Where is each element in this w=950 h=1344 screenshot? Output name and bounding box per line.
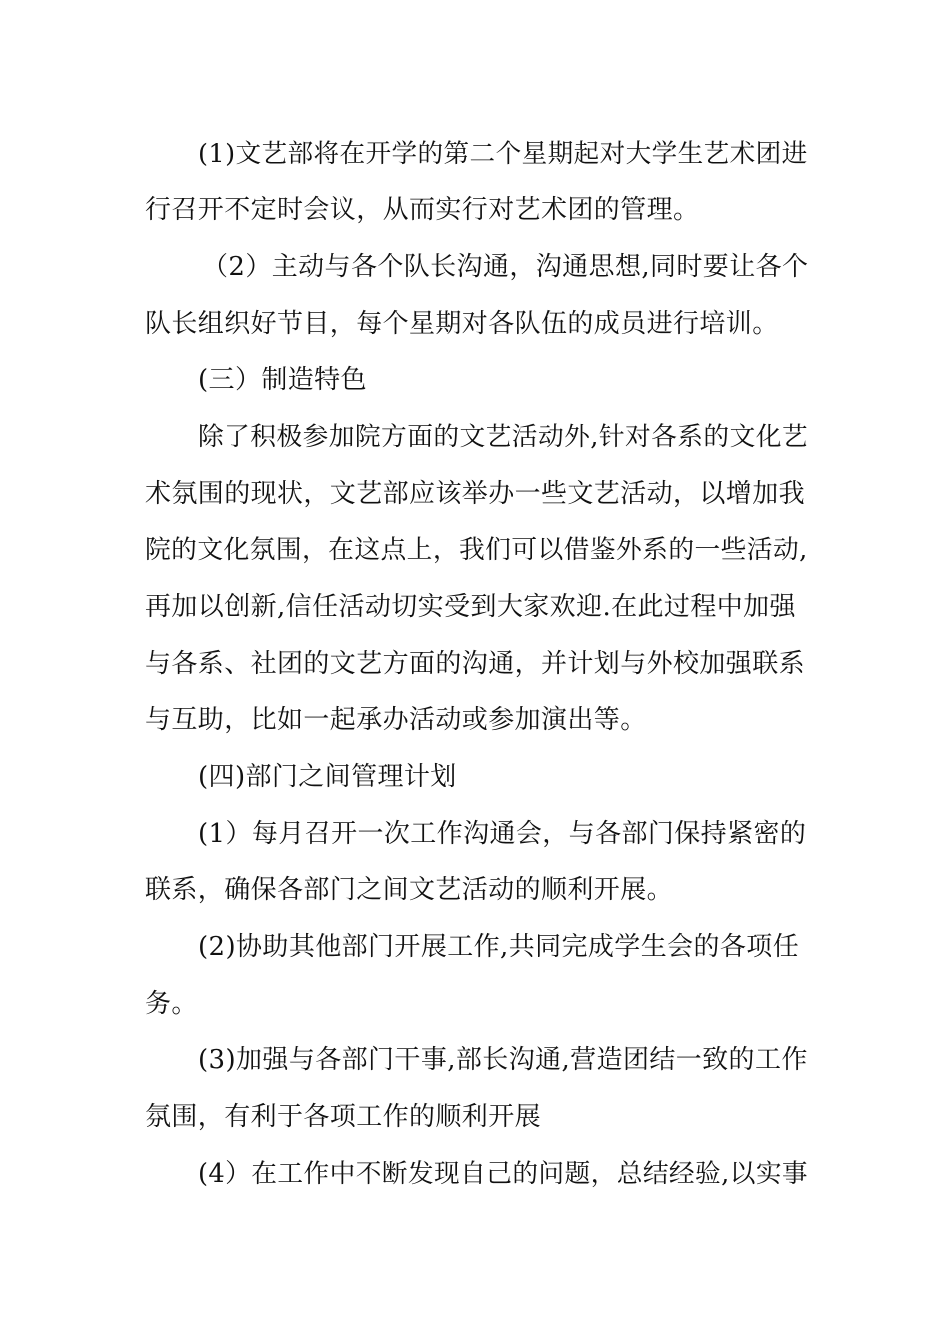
section-heading: (三）制造特色 (198, 365, 367, 395)
section-heading: (四)部门之间管理计划 (198, 762, 457, 792)
paragraph-line: 氛围，有利于各项工作的顺利开展 (145, 1102, 542, 1132)
paragraph-line: （2）主动与各个队长沟通，沟通思想,同时要让各个 (202, 252, 809, 282)
paragraph-line: (3)加强与各部门干事,部长沟通,营造团结一致的工作 (198, 1045, 808, 1075)
paragraph-line: (2)协助其他部门开展工作,共同完成学生会的各项任 (198, 932, 800, 962)
paragraph-line: 与各系、社团的文艺方面的沟通，并计划与外校加强联系 (145, 649, 806, 679)
paragraph-line: (1）每月召开一次工作沟通会，与各部门保持紧密的 (198, 819, 807, 849)
paragraph-line: 务。 (145, 989, 198, 1019)
paragraph-line: 行召开不定时会议，从而实行对艺术团的管理。 (145, 195, 700, 225)
paragraph-line: 术氛围的现状，文艺部应该举办一些文艺活动，以增加我 (145, 479, 806, 509)
paragraph-line: 院的文化氛围，在这点上，我们可以借鉴外系的一些活动, (145, 535, 808, 565)
paragraph-line: (4）在工作中不断发现自己的问题，总结经验,以实事 (198, 1159, 809, 1189)
paragraph-line: 除了积极参加院方面的文艺活动外,针对各系的文化艺 (198, 422, 809, 452)
paragraph-line: 联系，确保各部门之间文艺活动的顺利开展。 (145, 875, 674, 905)
paragraph-line: 队长组织好节目，每个星期对各队伍的成员进行培训。 (145, 309, 779, 339)
paragraph-line: 与互助，比如一起承办活动或参加演出等。 (145, 705, 647, 735)
paragraph-line: 再加以创新,信任活动切实受到大家欢迎.在此过程中加强 (145, 592, 796, 622)
paragraph-line: (1)文艺部将在开学的第二个星期起对大学生艺术团进 (198, 139, 808, 169)
